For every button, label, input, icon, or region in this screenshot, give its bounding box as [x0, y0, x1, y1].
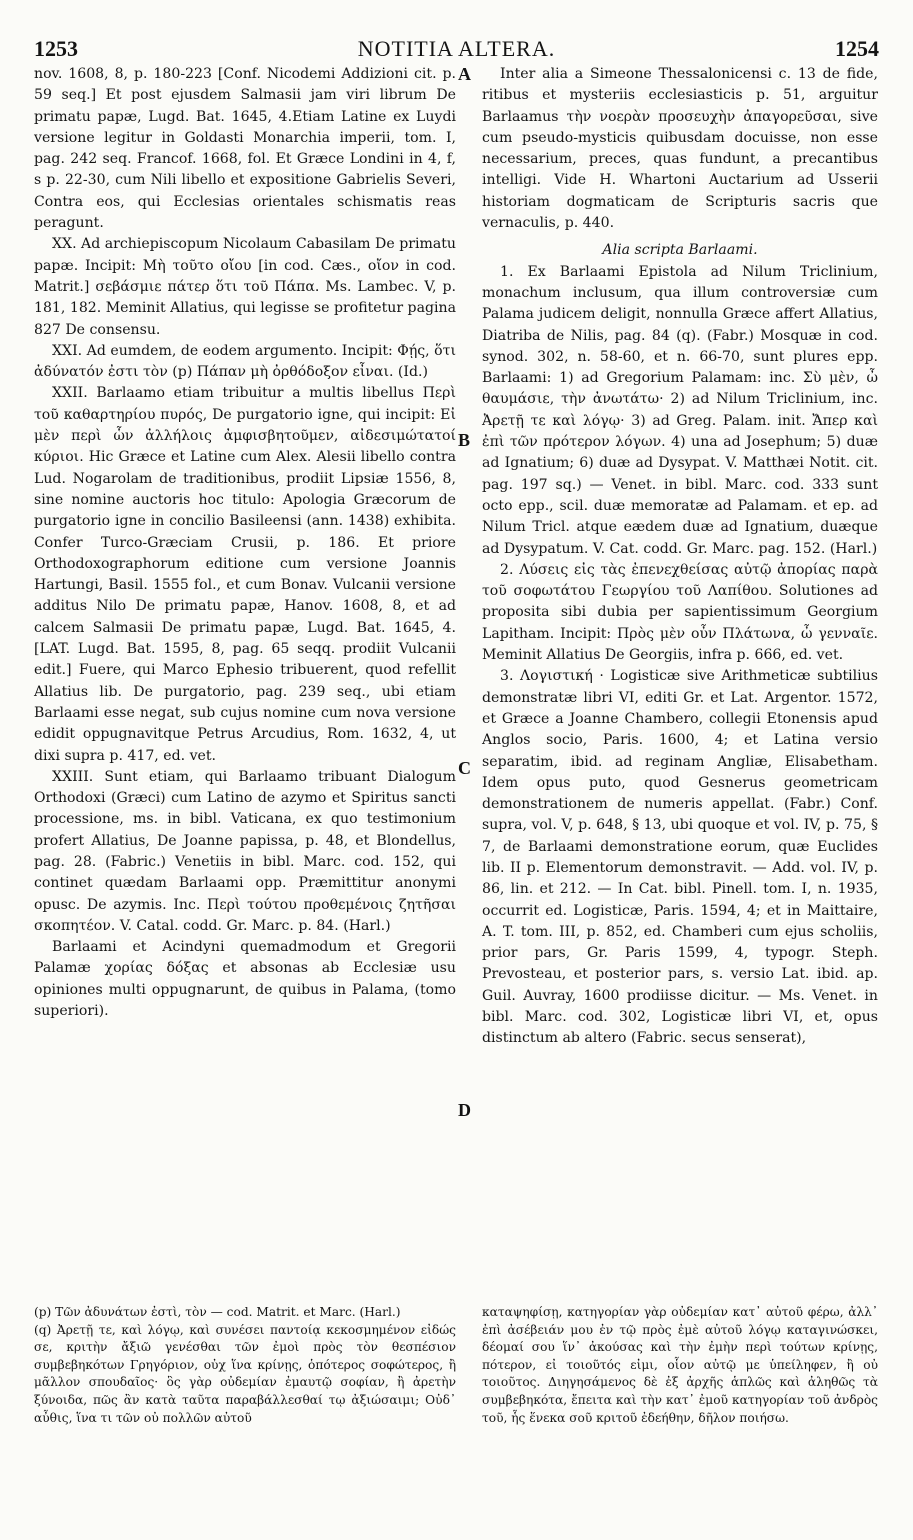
right-column — [482, 64, 878, 1050]
section-subheading: Alia scripta Barlaami. — [602, 242, 758, 259]
footnote-q-continued: καταψηφίσῃ, κατηγορίαν γὰρ οὐδεμίαν κατ᾽ αὐτοῦ φέρω, ἀλλ᾽ ἐπὶ ἀσέβειάν μου ἐν τῷ πρὸς ἐμὲ αὐτοῦ λόγῳ καταγινώσκει, δέομαί σου ἵν᾽ ἀκούσας καὶ τὴν ἐμὴν περὶ τούτων κρίνῃς, πότερον, εἰ τοιοῦτός εἰμι, οἷον αὐτῷ με ὑπείληφεν, ἢ οὐ τοιοῦτος. Διηγησάμενος δὲ ἐξ ἀρχῆς ἁπλῶς καὶ ἀληθῶς τὰ συμβεβηκότα, ἔπειτα καὶ τὴν κατ᾽ ἐμοῦ κατηγορίαν τοῦ ἀνδρὸς τοῦ, ἧς ἕνεκα σοῦ κριτοῦ ἐδεήθην, δῆλον ποιήσω. — [482, 1305, 878, 1425]
right-page-number: 1254 — [835, 36, 879, 61]
margin-letter-d: D — [458, 1100, 471, 1120]
footnotes-left — [34, 1304, 456, 1427]
paragraph-palama-note: Barlaami et Acindyni quemadmodum et Gregorii Palamæ χορίας δόξας et absonas ab Ecclesiæ usu opiniones multi oppugnarunt, de quibus in Palama, (tomo superiori). — [34, 939, 456, 1020]
paragraph-item-xxii: XXII. Barlaamo etiam tribuitur a multis libellus Περὶ τοῦ καθαρτηρίου πυρός, De purgatorio igne, qui incipit: Εἰ μὲν περὶ ὧν ἀλλήλοις ἀμφισβητοῦμεν, αἰδεσιμώτατοί κύριοι. Hic Græce et Latine cum Alex. Alesii libello contra Lud. Nogarolam de traditionibus, prodiit Lipsiæ 1556, 8, sine nomine auctoris hoc titulo: Apologia Græcorum de purgatorio igne in concilio Basileensi (ann. 1438) exhibita. Confer Turco-Græciam Crusii, p. 186. Et priore Orthodoxographorum editione cum versione Joannis Hartungi, Basil. 1555 fol., et cum Bonav. Vulcanii versione additus Nilo De primatu papæ, Hanov. 1608, 8, et ad calcem Salmasii De primatu papæ, Lugd. Bat. 1645, 4. [LAT. Lugd. Bat. 1595, 8, pag. 65 seqq. prodiit Vulcanii edit.] Fuere, qui Marco Ephesio tribuerent, quod refellit Allatius lib. De purgatorio, pag. 239 seq., ubi etiam Barlaami esse negat, sub cujus nomine cum nova versione edidit oppugnavitque Petrus Arcudius, Rom. 1632, 4, ut dixi supra p. 417, ed. vet. — [34, 385, 456, 764]
paragraph-item-xxi: XXI. Ad eumdem, de eodem argumento. Incipit: Φῄς, ὅτι ἀδύνατόν ἐστι τὸν (p) Πάπαν μὴ ὀρθόδοξον εἶναι. (Id.) — [34, 342, 456, 381]
margin-letter-a: A — [458, 64, 471, 84]
paragraph-simeone: Inter alia a Simeone Thessalonicensi c. 13 de fide, ritibus et mysteriis ecclesiasticis p. 51, arguitur Barlaamus τὴν νοερὰν προσευχὴν ἀπαγορεῦσαι, sive cum pseudo-mysticis quibusdam docuisse, non esse necessarium, preces, quas fundunt, a precantibus intelligi. Vide H. Whartoni Auctarium ad Usserii historiam dogmaticam de Scripturis sacris que vernaculis, p. 440. — [482, 66, 878, 232]
margin-letter-b: B — [458, 430, 471, 450]
left-page-number: 1253 — [34, 36, 78, 61]
paragraph-item-xx: XX. Ad archiepiscopum Nicolaum Cabasilam De primatu papæ. Incipit: Μὴ τοῦτο οἴου [in cod. Cæs., οἴον in cod. Matrit.] σεβάσμιε πάτερ ὅτι τοῦ Πάπα. Ms. Lambec. V, p. 181, 182. Meminit Allatius, qui legisse se profitetur pagina 827 De consensu. — [34, 236, 456, 338]
footnote-q: (q) Ἀρετῇ τε, καὶ λόγῳ, καὶ συνέσει παντοίᾳ κεκοσμημένον εἰδώς σε, κριτὴν ἄξιῶ γενέσθαι τῶν ἐμοὶ πρὸς τὸν θεσπέσιον συμβεβηκότων Γρηγόριον, οὐχ ἵνα κρίνῃς, ὁπότερος σοφώτερος, ἢ μᾶλλον σπουδαῖος· ὃς γὰρ οὐδεμίαν ἐμαυτῷ σοφίαν, ἢ ἀρετὴν ξύνοιδα, πῶς ἂν κατὰ ταῦτα παραβάλλεσθαί τῳ ἀξιώσαιμι; Οὐδ᾽ αὖθις, ἵνα τι τῶν οὐ πολλῶν αὐτοῦ — [34, 1322, 456, 1425]
running-title: NOTITIA ALTERA. — [357, 36, 556, 61]
footnote-p: (p) Τῶν ἀδυνάτων ἐστὶ, τὸν — cod. Matrit. et Marc. (Harl.) — [34, 1305, 401, 1319]
footnotes-right — [482, 1304, 878, 1427]
left-column — [34, 64, 456, 1022]
page-header — [0, 36, 913, 64]
paragraph-item-xxiii: XXIII. Sunt etiam, qui Barlaamo tribuant Dialogum Orthodoxi (Græci) cum Latino de azymo et Spiritus sancti processione, ms. in bibl. Vaticana, ex quo testimonium profert Allatius, De Joanne papissa, p. 48, et Blondellus, pag. 28. (Fabric.) Venetiis in bibl. Marc. cod. 152, qui continet quædam Barlaami opp. Præmittitur anonymi opusc. De azymis. Inc. Περὶ τούτου προθεμένοις ζητῆσαι σκοπητέον. V. Catal. codd. Gr. Marc. p. 84. (Harl.) — [34, 768, 456, 934]
paragraph-item-3: 3. Λογιστική · Logisticæ sive Arithmeticæ subtilius demonstratæ libri VI, editi Gr. et Lat. Argentor. 1572, et Græce a Joanne Chambero, collegii Etonensis apud Anglos socio, Paris. 1600, 4; et Latina versio separatim, ibid. ad reginam Angliæ, Elisabetham. Idem opus puto, quod Gesnerus geometricam demonstrationem de numeris appellat. (Fabr.) Conf. supra, vol. V, p. 648, § 13, ubi quoque et vol. IV, p. 75, § 7, de Barlaami demonstratione eorum, quæ Euclides lib. II p. Elementorum demonstravit. — Add. vol. IV, p. 86, lin. et 212. — In Cat. bibl. Pinell. tom. I, n. 1935, occurrit ed. Logisticæ, Paris. 1594, 4; et in Maittaire, A. T. tom. III, p. 852, ed. Chamberi cum ejus scholiis, prior pars, Gr. Paris 1599, 4, typogr. Steph. Prevosteau, et posterior pars, s. versio Lat. ibid. ap. Guil. Auvray, 1600 prodiisse dicitur. — Ms. Venet. in bibl. Marc. cod. 302, Logisticæ libri VI, et, opus distinctum ab altero (Fabric. secus senserat), — [482, 668, 878, 1047]
margin-letter-c: C — [458, 758, 471, 778]
paragraph-item-2: 2. Λύσεις εἰς τὰς ἐπενεχθείσας αὐτῷ ἀπορίας παρὰ τοῦ σοφωτάτου Γεωργίου τοῦ Λαπίθου. Solutiones ad proposita sibi dubia per sapientissimum Georgium Lapitham. Incipit: Πρὸς μὲν οὖν Πλάτωνα, ὦ γενναῖε. Meminit Allatius De Georgiis, infra p. 666, ed. vet. — [482, 561, 878, 664]
paragraph-item-1: 1. Ex Barlaami Epistola ad Nilum Triclinium, monachum inclusum, qua illum controversiæ cum Palama judicem deligit, nonnulla Græce affert Allatius, Diatriba de Nilis, pag. 84 (q). (Fabr.) Mosquæ in cod. synod. 302, n. 58-60, et n. 66-70, sunt plures epp. Barlaami: 1) ad Gregorium Palamam: inc. Σὺ μὲν, ὦ θαυμάσιε, τὴν ἀνωτάτω· 2) ad Nilum Triclinium, inc. Ἀρετῇ τε καὶ λόγῳ· 3) ad Greg. Palam. init. Ἄπερ καὶ ἐπὶ τῶν πρότερον λόγων. 4) una ad Josephum; 5) duæ ad Ignatium; 6) duæ ad Dysypat. V. Matthæi Notit. cit. pag. 197 sq.) — Venet. in bibl. Marc. cod. 333 sunt octo epp., scil. duæ memoratæ ad Palamam. et ep. ad Nilum Tricl. atque eædem duæ ad Ignatium, duæque ad Dysypatum. V. Cat. codd. Gr. Marc. pag. 152. (Harl.) — [482, 263, 878, 557]
paragraph-continuation: nov. 1608, 8, p. 180-223 [Conf. Nicodemi Addizioni cit. p. 59 seq.] Et post ejusdem Salmasii jam viri librum De primatu papæ, Lugd. Bat. 1645, 4.Etiam Latine ex Luydi versione legitur in Goldasti Monarchia imperii, tom. I, pag. 242 seq. Francof. 1668, fol. Et Græce Londini in 4, f, s p. 22-30, cum Nili libello et expositione Gabrielis Severi, Contra eos, qui Ecclesias orientales schismatis reas peragunt. — [34, 66, 456, 232]
